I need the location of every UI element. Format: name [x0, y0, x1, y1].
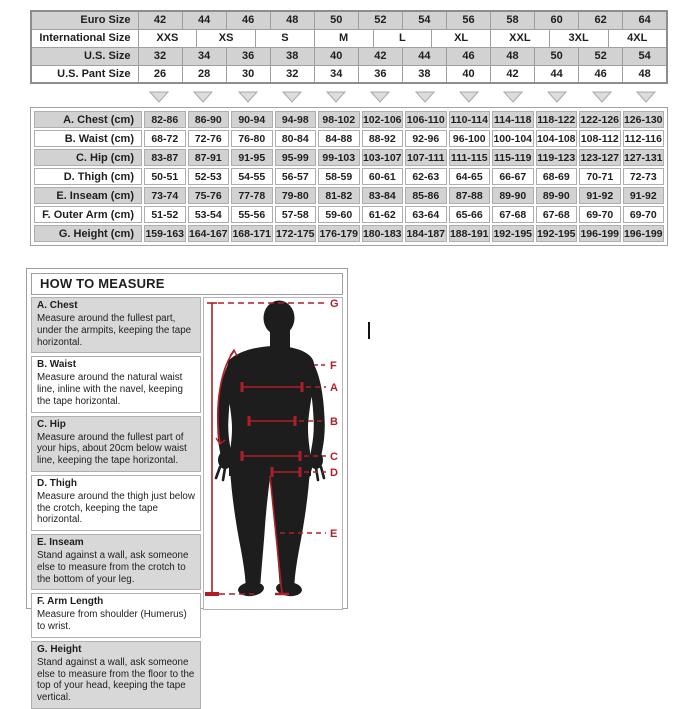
size-table-row: [31, 65, 667, 83]
size-cell: 46: [446, 47, 490, 65]
triangle-down-icon: [314, 91, 358, 105]
size-cell: 42: [358, 47, 402, 65]
instruction-text: Measure around the fullest part of your hips, about 20cm below waist line, keeping the tape horizontal.: [37, 431, 187, 466]
size-cell: 44: [535, 65, 579, 83]
measurement-cell: 82-86: [144, 111, 186, 128]
size-cell: 30: [226, 65, 270, 83]
measurement-cell: 88-92: [362, 130, 404, 147]
triangle-down-icon: [580, 91, 624, 105]
instruction-section: [31, 356, 201, 412]
size-cell: 48: [491, 47, 535, 65]
instruction-section: [31, 641, 201, 709]
body-silhouette-figure: [204, 298, 346, 609]
instruction-title: C. Hip: [37, 418, 66, 430]
size-cell: XS: [197, 29, 256, 47]
triangle-down-icon: [535, 91, 579, 105]
measurement-row: [34, 206, 664, 223]
measurement-cell: 107-111: [405, 149, 447, 166]
panel-title: HOW TO MEASURE: [31, 273, 343, 295]
instruction-text: Stand against a wall, ask someone else to measure from the crotch to the bottom of your leg.: [37, 550, 189, 585]
measurement-cell: 91-95: [231, 149, 273, 166]
triangle-down-icon: [624, 91, 668, 105]
measurement-cell: 67-68: [536, 206, 578, 223]
size-table-row: [31, 11, 667, 29]
measurement-row-label: A. Chest (cm): [34, 111, 142, 128]
measurement-cell: 102-106: [362, 111, 404, 128]
size-table-row: [31, 47, 667, 65]
measurement-cell: 87-91: [188, 149, 230, 166]
measurement-cell: 65-66: [449, 206, 491, 223]
measurement-cell: 69-70: [623, 206, 665, 223]
measurement-cell: 106-110: [405, 111, 447, 128]
measurement-cell: 192-195: [536, 225, 578, 242]
measurement-cell: 70-71: [579, 168, 621, 185]
size-conversion-table: [30, 10, 668, 84]
measurement-cell: 73-74: [144, 187, 186, 204]
measurement-cell: 188-191: [449, 225, 491, 242]
measurement-cell: 85-86: [405, 187, 447, 204]
measurement-cell: 54-55: [231, 168, 273, 185]
measurement-cell: 95-99: [275, 149, 317, 166]
measurement-cell: 50-51: [144, 168, 186, 185]
instruction-section: [31, 593, 201, 638]
triangle-down-icon: [491, 91, 535, 105]
measurement-cell: 196-199: [623, 225, 665, 242]
measurement-table-body: [34, 111, 664, 242]
label-D: D: [330, 467, 338, 479]
size-cell: 48: [270, 11, 314, 29]
measurement-cell: 61-62: [362, 206, 404, 223]
size-cell: 60: [535, 11, 579, 29]
measurement-cell: 103-107: [362, 149, 404, 166]
measurement-cell: 52-53: [188, 168, 230, 185]
size-cell: 40: [446, 65, 490, 83]
measurement-cell: 89-90: [536, 187, 578, 204]
measurement-cell: 69-70: [579, 206, 621, 223]
measurement-cell: 87-88: [449, 187, 491, 204]
instruction-title: D. Thigh: [37, 477, 77, 489]
measurement-letter-labels: [330, 298, 339, 540]
measurement-cell: 123-127: [579, 149, 621, 166]
size-cell: XL: [432, 29, 491, 47]
size-cell: 32: [138, 47, 182, 65]
size-cell: 38: [402, 65, 446, 83]
instruction-title: A. Chest: [37, 300, 78, 311]
measurement-cell: 99-103: [318, 149, 360, 166]
measurement-cell: 114-118: [492, 111, 534, 128]
measurement-cell: 127-131: [623, 149, 665, 166]
size-cell: 34: [314, 65, 358, 83]
size-cell: 34: [182, 47, 226, 65]
measurement-row: [34, 168, 664, 185]
label-C: C: [330, 451, 338, 463]
size-cell: 62: [579, 11, 623, 29]
measurement-cell: 81-82: [318, 187, 360, 204]
measurement-cell: 111-115: [449, 149, 491, 166]
measurement-cell: 51-52: [144, 206, 186, 223]
panel-body: [31, 297, 343, 709]
measurement-cell: 58-59: [318, 168, 360, 185]
instruction-title: F. Arm Length: [37, 596, 104, 608]
instruction-title: B. Waist: [37, 359, 77, 371]
measurement-cell: 98-102: [318, 111, 360, 128]
label-E: E: [330, 528, 338, 540]
measurement-row-label: C. Hip (cm): [34, 149, 142, 166]
size-cell: 42: [491, 65, 535, 83]
size-cell: 32: [270, 65, 314, 83]
size-cell: 28: [182, 65, 226, 83]
measurement-cell: 68-72: [144, 130, 186, 147]
size-cell: 36: [226, 47, 270, 65]
measurement-cell: 80-84: [275, 130, 317, 147]
measurement-cell: 96-100: [449, 130, 491, 147]
size-row-label: U.S. Size: [31, 47, 138, 65]
triangle-down-icon: [181, 91, 225, 105]
measurement-cell: 180-183: [362, 225, 404, 242]
size-cell: 26: [138, 65, 182, 83]
size-cell: 46: [226, 11, 270, 29]
size-row-label: Euro Size: [31, 11, 138, 29]
measurement-cell: 76-80: [231, 130, 273, 147]
measurement-row-label: G. Height (cm): [34, 225, 142, 242]
size-cell: 44: [182, 11, 226, 29]
measurement-row: [34, 111, 664, 128]
measurement-cell: 92-96: [405, 130, 447, 147]
size-table-row: [31, 29, 667, 47]
measurement-cell: 77-78: [231, 187, 273, 204]
measurement-cell: 118-122: [536, 111, 578, 128]
measurement-cell: 55-56: [231, 206, 273, 223]
triangle-down-icon: [403, 91, 447, 105]
measurement-cell: 176-179: [318, 225, 360, 242]
size-cell: M: [314, 29, 373, 47]
instruction-title: G. Height: [37, 643, 82, 655]
size-cell: 46: [579, 65, 623, 83]
measurement-cell: 184-187: [405, 225, 447, 242]
measurement-cell: 126-130: [623, 111, 665, 128]
measurement-cell: 59-60: [318, 206, 360, 223]
measurement-row: [34, 225, 664, 242]
instruction-section: [31, 475, 201, 531]
size-cell: 52: [358, 11, 402, 29]
measurement-cell: 67-68: [492, 206, 534, 223]
label-F: F: [330, 360, 337, 372]
measurement-cell: 196-199: [579, 225, 621, 242]
measurement-row-label: D. Thigh (cm): [34, 168, 142, 185]
measurement-cell: 112-116: [623, 130, 665, 147]
measurement-cell: 57-58: [275, 206, 317, 223]
how-to-measure-panel: [26, 268, 348, 703]
measurement-cell: 104-108: [536, 130, 578, 147]
instruction-text: Stand against a wall, ask someone else to measure from the floor to the top of your head, keeping the tape vertical.: [37, 656, 195, 703]
size-cell: 44: [402, 47, 446, 65]
measurement-cell: 83-87: [144, 149, 186, 166]
triangle-down-icon: [358, 91, 402, 105]
size-cell: 42: [138, 11, 182, 29]
size-cell: 50: [535, 47, 579, 65]
size-cell: 3XL: [549, 29, 608, 47]
label-A: A: [330, 382, 338, 394]
measurement-cell: 172-175: [275, 225, 317, 242]
measurement-cell: 164-167: [188, 225, 230, 242]
instruction-text: Measure around the fullest part, under the armpits, keeping the tape horizontal.: [37, 313, 192, 348]
instruction-text: Measure from shoulder (Humerus) to wrist.: [37, 609, 187, 632]
measurement-cell: 72-73: [623, 168, 665, 185]
triangle-down-icon: [137, 91, 181, 105]
measurement-cell: 90-94: [231, 111, 273, 128]
size-row-label: International Size: [31, 29, 138, 47]
size-row-label: U.S. Pant Size: [31, 65, 138, 83]
measurement-table-frame: [30, 107, 668, 246]
measurement-row-label: B. Waist (cm): [34, 130, 142, 147]
instruction-title: E. Inseam: [37, 537, 84, 548]
text-cursor-artifact: [368, 322, 370, 339]
measurement-cell: 75-76: [188, 187, 230, 204]
size-cell: L: [373, 29, 432, 47]
instruction-section: [31, 534, 201, 590]
instruction-section: [31, 297, 201, 353]
size-cell: XXL: [491, 29, 550, 47]
measurement-cell: 122-126: [579, 111, 621, 128]
measurement-cell: 86-90: [188, 111, 230, 128]
measurement-cell: 91-92: [623, 187, 665, 204]
measurement-cell: 53-54: [188, 206, 230, 223]
measurement-row: [34, 130, 664, 147]
size-cell: 40: [314, 47, 358, 65]
measurement-cell: 159-163: [144, 225, 186, 242]
measurement-cell: 108-112: [579, 130, 621, 147]
instruction-text: Measure around the natural waist line, inline with the navel, keeping the tape horizontal.: [37, 372, 183, 407]
size-cell: 50: [314, 11, 358, 29]
male-silhouette: [216, 301, 324, 598]
instruction-text: Measure around the thigh just below the crotch, keeping the tape horizontal.: [37, 490, 195, 526]
measurement-cell: 68-69: [536, 168, 578, 185]
size-cell: 64: [623, 11, 667, 29]
measurement-cell: 64-65: [449, 168, 491, 185]
instruction-section: [31, 416, 201, 472]
column-arrows-row: [137, 91, 668, 105]
triangle-down-icon: [447, 91, 491, 105]
measurement-cell: 56-57: [275, 168, 317, 185]
instruction-list: [31, 297, 201, 709]
label-G: G: [330, 298, 339, 310]
measurement-cell: 168-171: [231, 225, 273, 242]
measurement-row: [34, 149, 664, 166]
measurement-cell: 66-67: [492, 168, 534, 185]
size-cell: 48: [623, 65, 667, 83]
triangle-down-icon: [226, 91, 270, 105]
size-cell: 4XL: [608, 29, 667, 47]
size-table-body: [31, 11, 667, 83]
size-cell: S: [256, 29, 315, 47]
body-figure: [203, 297, 343, 610]
measurement-cell: 110-114: [449, 111, 491, 128]
size-cell: 56: [446, 11, 490, 29]
measurement-cell: 83-84: [362, 187, 404, 204]
measurement-cell: 79-80: [275, 187, 317, 204]
measurement-row-label: E. Inseam (cm): [34, 187, 142, 204]
measurement-row-label: F. Outer Arm (cm): [34, 206, 142, 223]
measurement-table: [32, 109, 666, 244]
measurement-cell: 100-104: [492, 130, 534, 147]
triangle-down-icon: [270, 91, 314, 105]
measurement-row: [34, 187, 664, 204]
label-B: B: [330, 416, 338, 428]
size-cell: 36: [358, 65, 402, 83]
measurement-cell: 72-76: [188, 130, 230, 147]
measurement-cell: 89-90: [492, 187, 534, 204]
measurement-cell: 60-61: [362, 168, 404, 185]
size-cell: 54: [623, 47, 667, 65]
measurement-cell: 63-64: [405, 206, 447, 223]
measurement-cell: 119-123: [536, 149, 578, 166]
measurement-cell: 94-98: [275, 111, 317, 128]
measurement-cell: 115-119: [492, 149, 534, 166]
size-cell: 54: [402, 11, 446, 29]
measurement-cell: 91-92: [579, 187, 621, 204]
measurement-cell: 62-63: [405, 168, 447, 185]
size-cell: XXS: [138, 29, 197, 47]
measurement-cell: 84-88: [318, 130, 360, 147]
size-cell: 52: [579, 47, 623, 65]
size-cell: 38: [270, 47, 314, 65]
measurement-cell: 192-195: [492, 225, 534, 242]
size-cell: 58: [491, 11, 535, 29]
